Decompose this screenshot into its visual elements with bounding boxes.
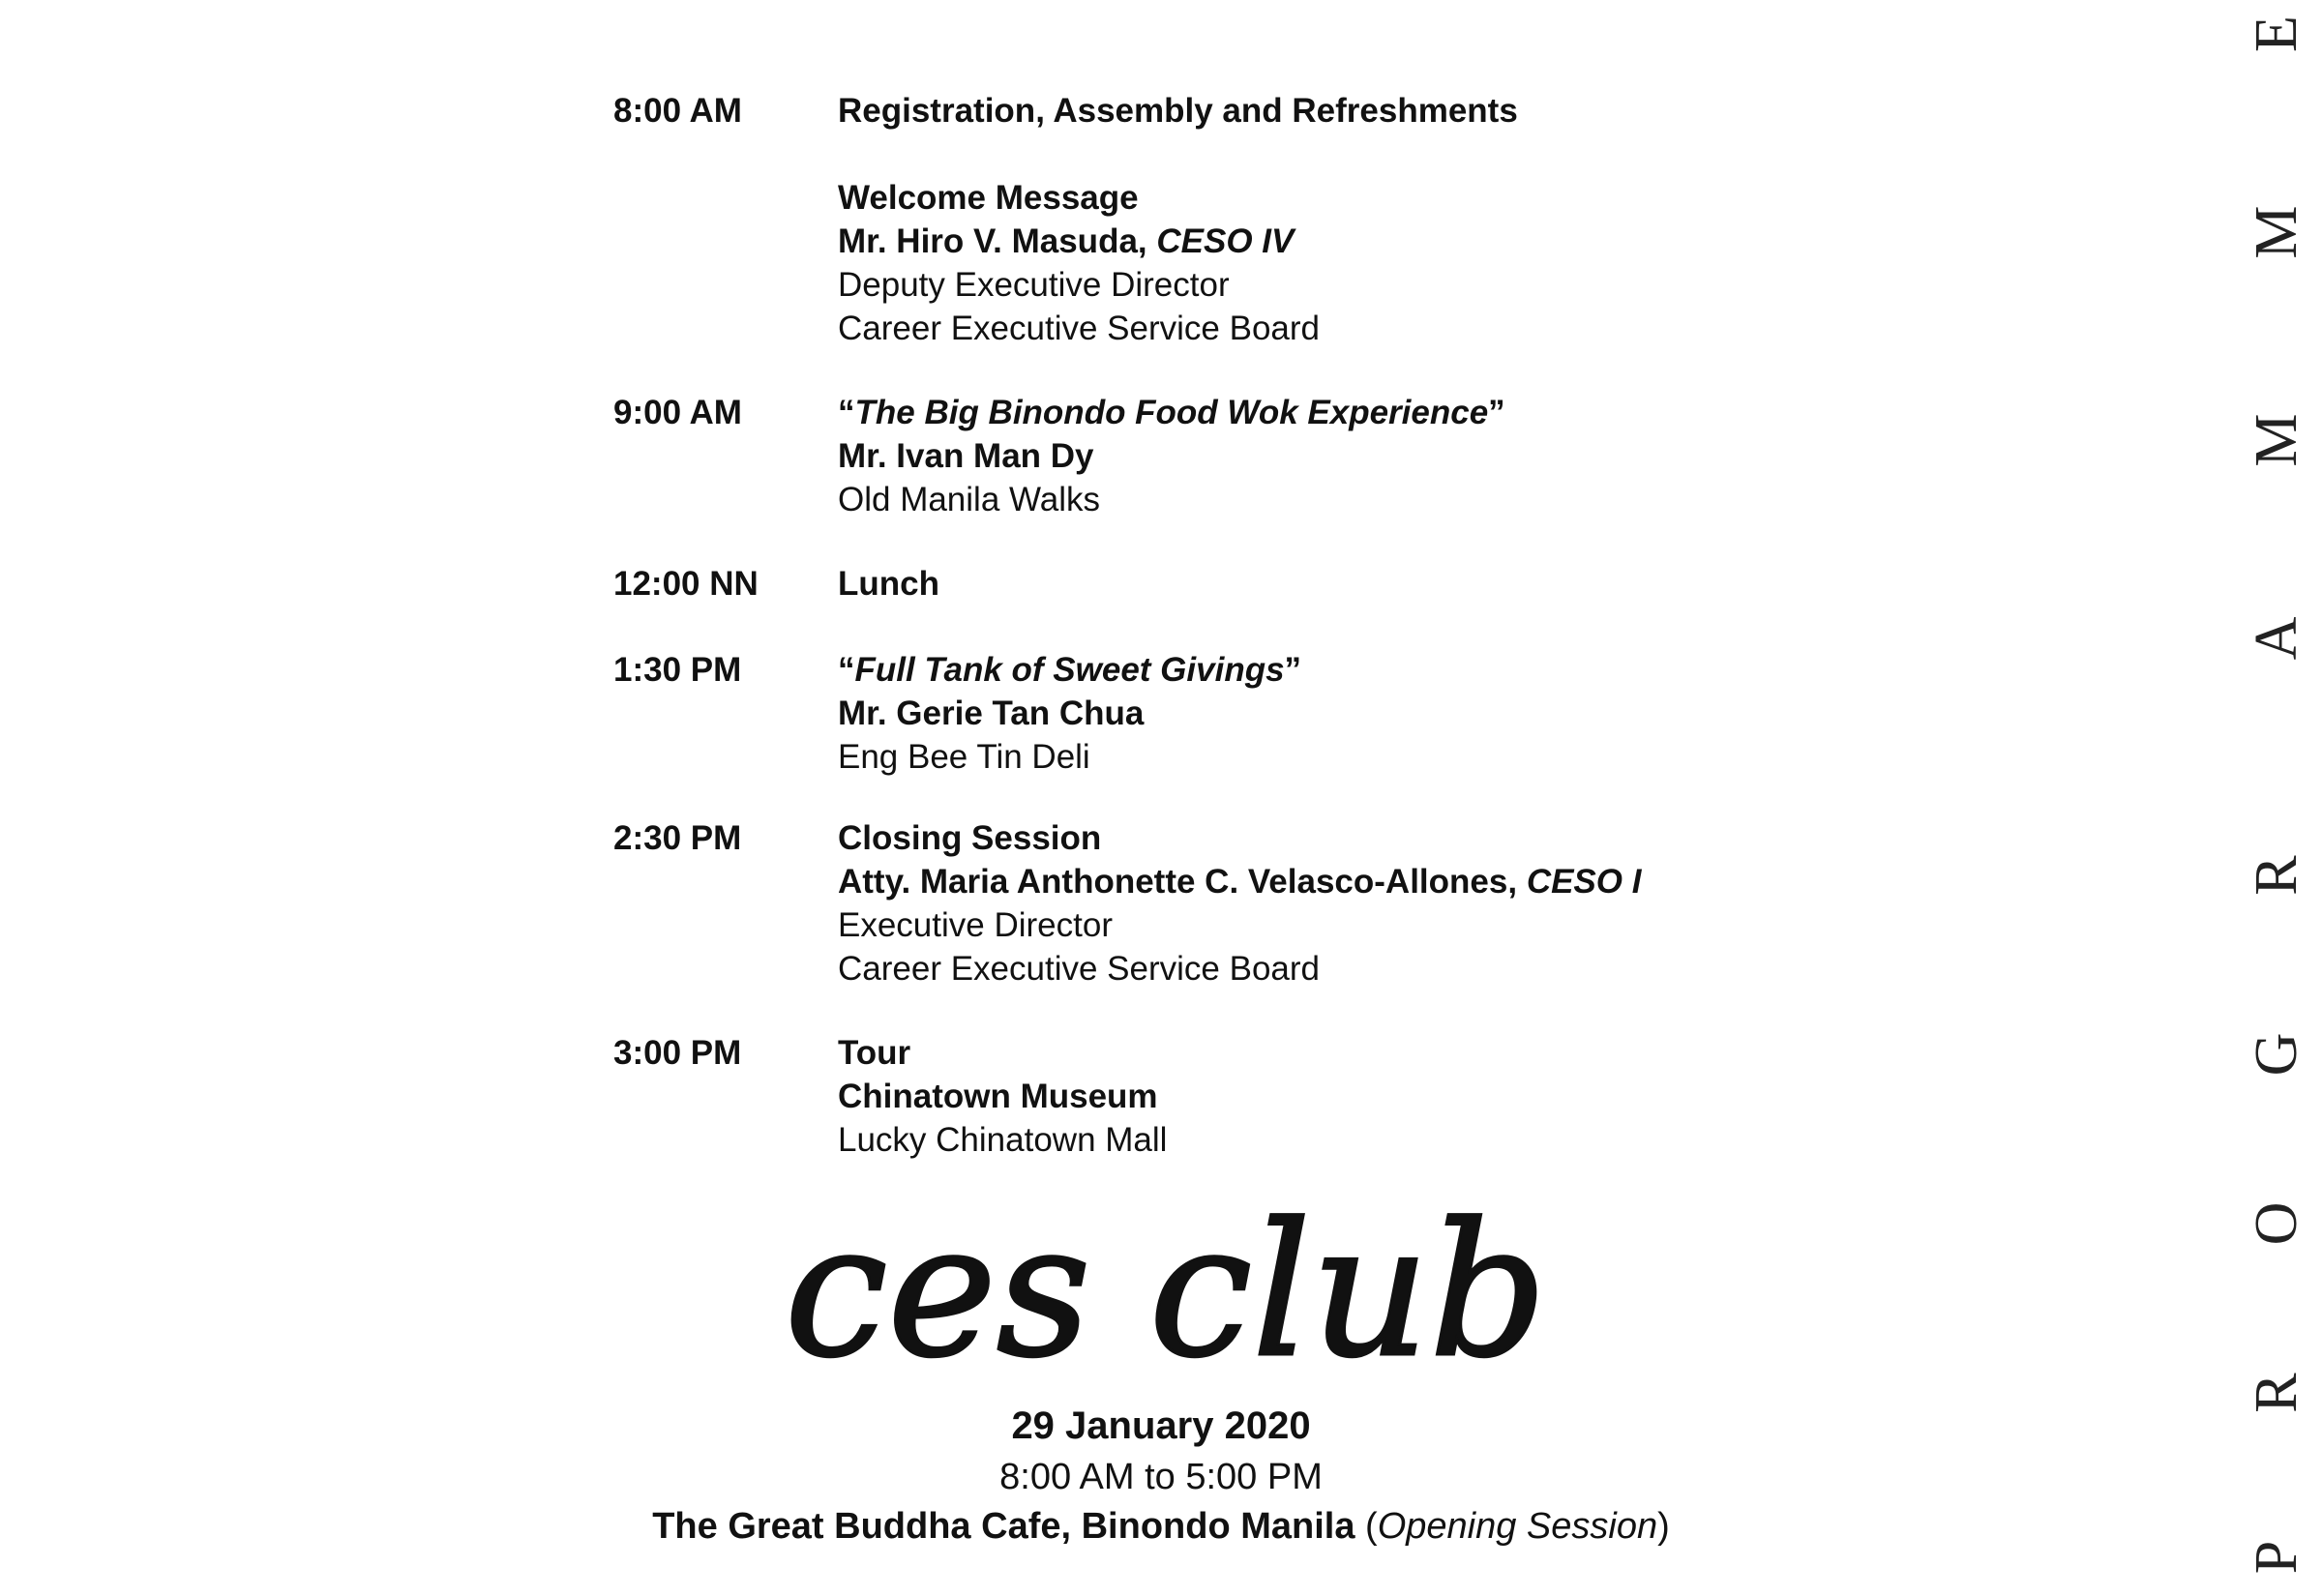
agenda-title: Closing Session: [838, 819, 1102, 857]
agenda-time: 12:00 NN: [613, 565, 759, 603]
side-letter: P: [2244, 1540, 2309, 1575]
agenda-role: Deputy Executive Director: [838, 266, 1230, 304]
agenda-time: 1:30 PM: [613, 651, 742, 689]
agenda-title: Registration, Assembly and Refreshments: [838, 92, 1518, 130]
event-details: [0, 1401, 2322, 1552]
agenda-item-lunch: [613, 562, 2065, 648]
agenda-org: Eng Bee Tin Deli: [838, 738, 1090, 776]
side-letter: O: [2244, 1201, 2309, 1246]
agenda-title: Lunch: [838, 565, 939, 603]
ces-club-logo: [785, 1170, 1547, 1403]
agenda-speaker: Mr. Ivan Man Dy: [838, 437, 1094, 475]
agenda-topic: “The Big Binondo Food Wok Experience”: [838, 394, 1505, 431]
agenda-topic: “Full Tank of Sweet Givings”: [838, 651, 1302, 689]
agenda-item-food-wok: [613, 391, 2065, 562]
agenda-org: Old Manila Walks: [838, 481, 1100, 518]
event-hours: 8:00 AM to 5:00 PM: [999, 1457, 1323, 1497]
agenda-time: 9:00 AM: [613, 394, 742, 431]
agenda: [613, 89, 2065, 1167]
svg-text:ces club: ces club: [785, 1184, 1547, 1398]
side-letter: E: [2244, 15, 2309, 52]
agenda-title: Tour: [838, 1034, 911, 1072]
agenda-speaker: Mr. Gerie Tan Chua: [838, 695, 1145, 732]
agenda-org: Career Executive Service Board: [838, 310, 1320, 347]
agenda-org: Lucky Chinatown Mall: [838, 1121, 1168, 1159]
agenda-place: Chinatown Museum: [838, 1078, 1158, 1115]
event-date: 29 January 2020: [1011, 1404, 1311, 1447]
side-letter: R: [2244, 1373, 2309, 1413]
side-letter: A: [2244, 616, 2309, 661]
event-venue: The Great Buddha Cafe, Binondo Manila (Opening Session): [652, 1506, 1670, 1547]
agenda-role: Executive Director: [838, 906, 1113, 944]
agenda-item-sweet-givings: [613, 648, 2065, 816]
agenda-item-closing: [613, 816, 2065, 1031]
agenda-time: 8:00 AM: [613, 92, 742, 130]
side-letter: M: [2244, 205, 2309, 259]
side-title-programme: [2243, 0, 2310, 1596]
side-letter: M: [2244, 413, 2309, 467]
agenda-item-welcome: [613, 176, 2065, 391]
agenda-item-registration: [613, 89, 2065, 176]
agenda-speaker: Atty. Maria Anthonette C. Velasco-Allones, CESO I: [838, 863, 1642, 901]
side-letter: R: [2244, 855, 2309, 896]
agenda-item-tour: [613, 1031, 2065, 1167]
agenda-time: 2:30 PM: [613, 819, 742, 857]
agenda-speaker: Mr. Hiro V. Masuda, CESO IV: [838, 222, 1295, 260]
side-letter: G: [2244, 1032, 2309, 1077]
agenda-time: 3:00 PM: [613, 1034, 742, 1072]
agenda-title: Welcome Message: [838, 179, 1139, 217]
agenda-org: Career Executive Service Board: [838, 950, 1320, 988]
